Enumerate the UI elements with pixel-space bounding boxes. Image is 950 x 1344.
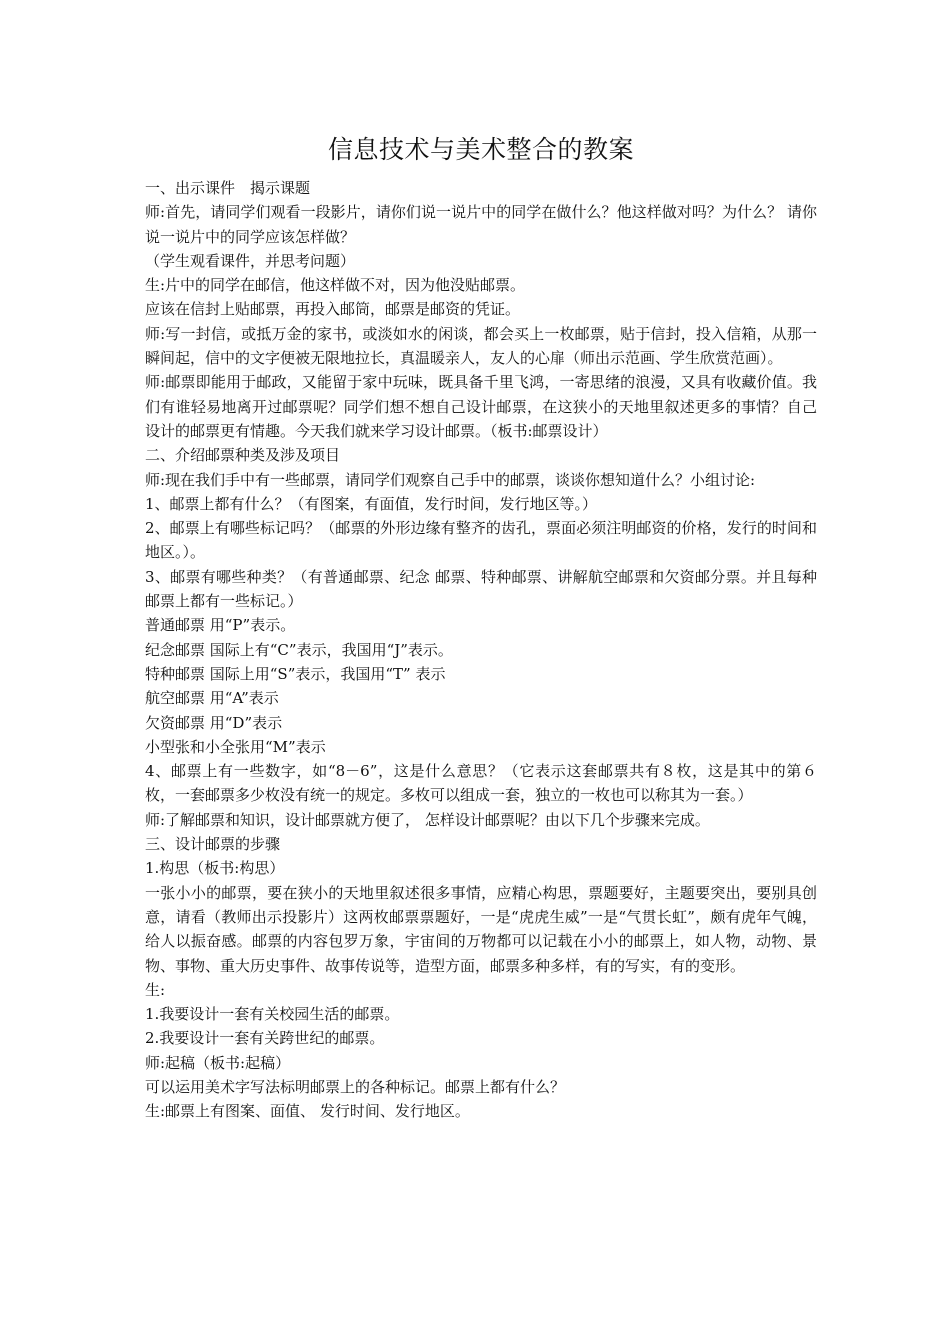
paragraph: 纪念邮票 国际上有“C”表示，我国用“J”表示。: [145, 640, 453, 659]
paragraph: 小型张和小全张用“M”表示: [145, 737, 326, 756]
document-page: [145, 130, 817, 1124]
paragraph: 生:邮票上有图案、面值、 发行时间、发行地区。: [145, 1102, 470, 1121]
paragraph: 1.我要设计一套有关校园生活的邮票。: [145, 1005, 400, 1024]
paragraph: 可以运用美术字写法标明邮票上的各种标记。邮票上都有什么？: [145, 1077, 566, 1096]
paragraph: 师:起稿（板书:起稿）: [145, 1053, 291, 1072]
paragraph: 2.我要设计一套有关跨世纪的邮票。: [145, 1029, 385, 1048]
paragraph: 生:: [145, 980, 166, 999]
paragraph: 欠资邮票 用“D”表示: [145, 713, 283, 732]
paragraph: 普通邮票 用“P”表示。: [145, 616, 296, 635]
paragraph: 三、设计邮票的步骤: [145, 835, 281, 854]
paragraph: 师:邮票即能用于邮政，又能留于家中玩味，既具备千里飞鸿，一寄思绪的浪漫，又具有收藏价值。我们有谁轻易地离开过邮票呢？同学们想不想自己设计邮票，在这狭小的天地里叙述更多的事情？自己设计的邮票更有情趣。今天我们就来学习设计邮票。（板书:邮票设计）: [145, 373, 817, 440]
paragraph: 应该在信封上贴邮票，再投入邮筒，邮票是邮资的凭证。: [145, 300, 521, 319]
paragraph: 生:片中的同学在邮信，他这样做不对，因为他没贴邮票。: [145, 276, 526, 295]
paragraph: 3、邮票有哪些种类？（有普通邮票、纪念 邮票、特种邮票、讲解航空邮票和欠资邮分票。并且每种邮票上都有一些标记。）: [145, 567, 817, 611]
document-title: 信息技术与美术整合的教案: [327, 135, 634, 164]
paragraph: 特种邮票 国际上用“S”表示，我国用“T” 表示: [145, 664, 446, 683]
paragraph: 4、邮票上有一些数字，如“8－6”，这是什么意思？（它表示这套邮票共有８枚，这是其中的第６枚，一套邮票多少枚没有统一的规定。多枚可以组成一套，独立的一枚也可以称其为一套。）: [145, 762, 817, 805]
paragraph: 师:了解邮票和知识，设计邮票就方便了， 怎样设计邮票呢？由以下几个步骤来完成。: [145, 810, 710, 829]
document-body: [145, 176, 817, 1124]
paragraph: 师:首先，请同学们观看一段影片，请你们说一说片中的同学在做什么？他这样做对吗？为什么？ 请你说一说片中的同学应该怎样做？: [145, 203, 817, 246]
paragraph: 师:写一封信，或抵万金的家书，或淡如水的闲谈，都会买上一枚邮票，贴于信封，投入信箱，从那一瞬间起，信中的文字便被无限地拉长，真温暖亲人，友人的心扉（师出示范画、学生欣赏范画）。: [145, 324, 817, 368]
paragraph: 一张小小的邮票，要在狭小的天地里叙述很多事情，应精心构思，票题要好，主题要突出，要别具创意，请看（教师出示投影片）这两枚邮票票题好，一是“虎虎生威”一是“气贯长虹”，颇有虎年气魄，给人以振奋感。邮票的内容包罗万象，宇宙间的万物都可以记载在小小的邮票上，如人物，动物、景物、事物、重大历史事件、故事传说等，造型方面，邮票多种多样，有的写实，有的变形。: [145, 883, 817, 975]
paragraph: （学生观看课件，并思考问题）: [145, 251, 356, 270]
paragraph: 二、介绍邮票种类及涉及项目: [145, 446, 341, 465]
paragraph: 1、邮票上都有什么？（有图案，有面值，发行时间，发行地区等。）: [145, 494, 598, 513]
paragraph: 1.构思（板书:构思）: [145, 859, 285, 878]
paragraph: 航空邮票 用“A”表示: [145, 689, 279, 708]
paragraph: 师:现在我们手中有一些邮票，请同学们观察自己手中的邮票，谈谈你想知道什么？小组讨论:: [145, 470, 756, 489]
paragraph: 2、邮票上有哪些标记吗？（邮票的外形边缘有整齐的齿孔，票面必须注明邮资的价格，发行的时间和地区。）。: [145, 519, 817, 562]
paragraph: 一、出示课件 揭示课题: [145, 179, 311, 197]
